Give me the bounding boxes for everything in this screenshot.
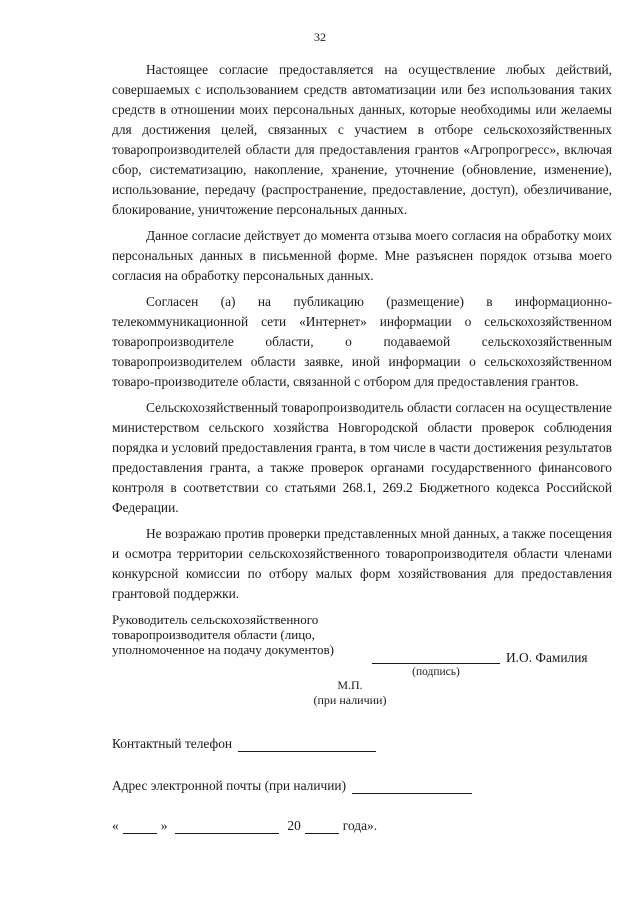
paragraph-consent-scope: Настоящее согласие предоставляется на осуществление любых действий, совершаемых с использованием средств автоматизации или без использования таких средств в отношении моих персональных данных, которые необходимы или желаемы для достижения целей, связанных с участием в отборе сельскохозяйственных товаропроизводителей области для предоставления грантов «Агропрогресс», включая сбор, систематизацию, накопление, хранение, уточнение (обновление, изменение), использование, передачу (распространение, предоставление, доступ), обезличивание, блокирование, уничтожение персональных данных.: [112, 62, 612, 217]
email-row: [112, 778, 472, 794]
date-suffix: года».: [342, 818, 378, 833]
date-year-prefix: 20: [287, 818, 301, 833]
date-open-quote: «: [112, 818, 119, 833]
paragraph-inspection-consent: Сельскохозяйственный товаропроизводитель области согласен на осуществление министерством сельского хозяйства Новгородской области проверок соблюдения порядка и условий предоставления гранта, в том числе в части достижения результатов предоставления гранта, а также проверок органами государственного финансового контроля в соответствии со статьями 268.1, 269.2 Бюджетного кодекса Российской Федерации.: [112, 400, 612, 515]
date-row: [112, 818, 377, 834]
stamp-placeholder: [290, 678, 410, 708]
signature-caption: (подпись): [412, 666, 460, 678]
date-month-blank[interactable]: [175, 819, 279, 834]
signer-label: Руководитель сельскохозяйственного товаропроизводителя области (лицо, уполномоченное на подачу документов): [112, 612, 334, 657]
paragraph-consent-duration: Данное согласие действует до момента отзыва моего согласия на обработку моих персональных данных в письменной форме. Мне разъяснен порядок отзыва моего согласия на обработку персональных данных.: [112, 228, 612, 283]
stamp-note: (при наличии): [313, 693, 387, 707]
email-blank[interactable]: [352, 779, 472, 794]
date-year-blank[interactable]: [305, 819, 339, 834]
paragraph-publication-consent: Согласен (а) на публикацию (размещение) в информационно-телекоммуникационной сети «Интернет» информации о сельскохозяйственном товаропроизводителе области, о подаваемой сельскохозяйственным товаропроизводителем области заявке, иной информации о сельскохозяйственном товаро-производителе области, связанной с отбором для предоставления грантов.: [112, 294, 612, 389]
consent-body: [112, 60, 612, 610]
signer-name: И.О. Фамилия: [506, 650, 588, 665]
signature-line[interactable]: [372, 649, 500, 664]
phone-label: Контактный телефон: [112, 736, 233, 751]
stamp-label: М.П.: [337, 678, 363, 692]
date-day-blank[interactable]: [123, 819, 157, 834]
date-close-quote: »: [160, 818, 168, 833]
email-label: Адрес электронной почты (при наличии): [112, 778, 347, 793]
page-number: 32: [314, 30, 326, 44]
phone-blank[interactable]: [238, 737, 376, 752]
paragraph-no-objection: Не возражаю против проверки представленных мной данных, а также посещения и осмотра территории сельскохозяйственного товаропроизводителя области членами конкурсной комиссии по отбору малых форм хозяйствования для предоставления грантовой поддержки.: [112, 526, 612, 601]
phone-row: [112, 736, 376, 752]
